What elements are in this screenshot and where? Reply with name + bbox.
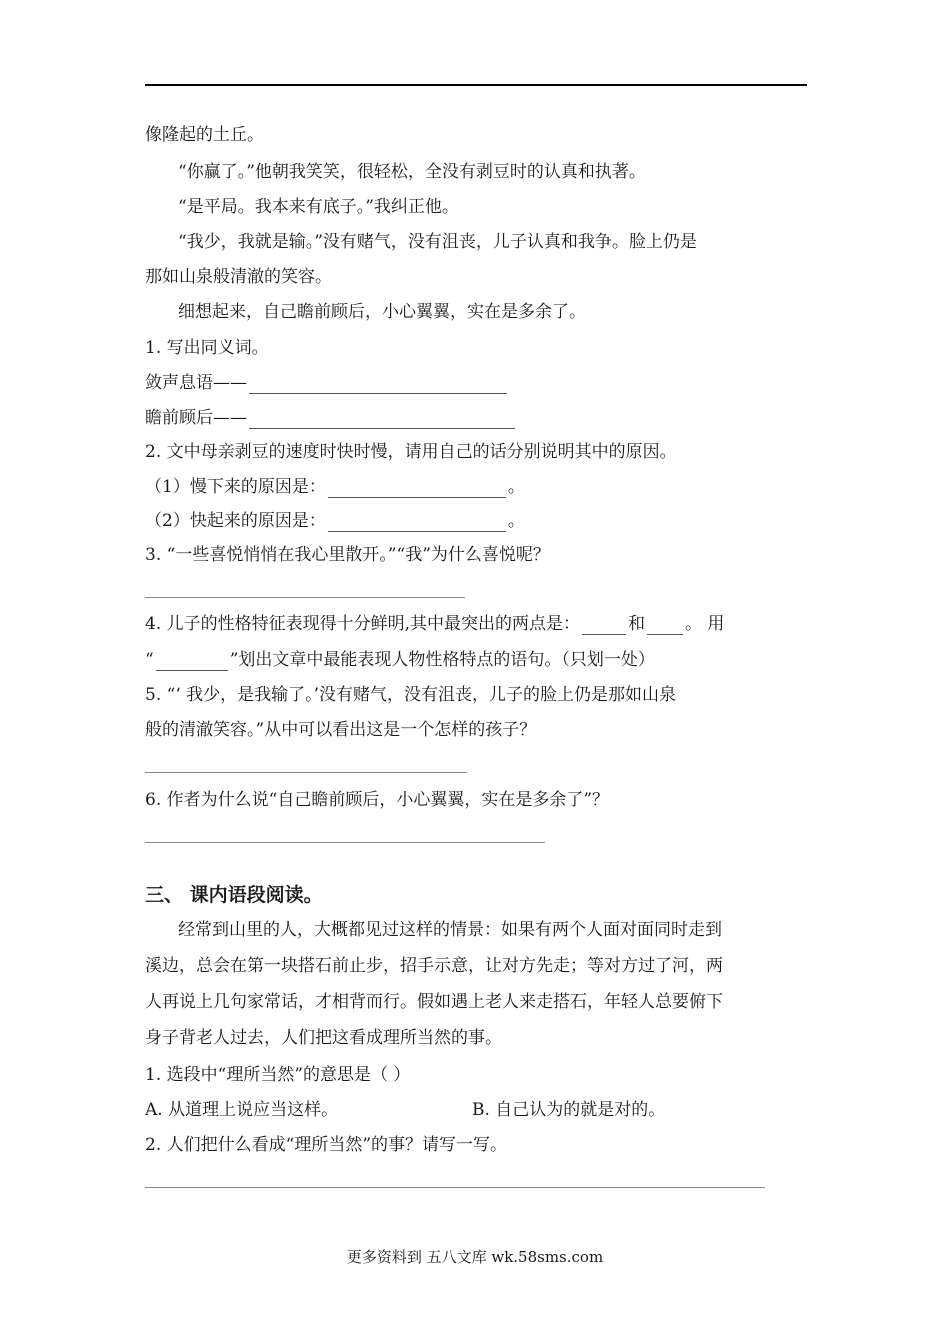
question-2b [145, 510, 525, 532]
answer-line[interactable] [145, 597, 465, 598]
question-3: 3. “一些喜悦悄悄在我心里散开。”“我”为什么喜悦呢？ [145, 545, 550, 565]
question-4b-text: ”划出文章中最能表现人物性格特点的语句。（只划一处） [229, 650, 655, 670]
passage-line: 像隆起的土丘。 [145, 125, 264, 145]
answer-blank[interactable] [647, 616, 683, 635]
section-3-paragraph-line: 身子背老人过去，人们把这看成理所当然的事。 [145, 1028, 502, 1048]
open-quote: “ [145, 650, 154, 670]
footer-text: 更多资料到 五八文库 wk.58sms.com [346, 1248, 604, 1266]
period: 。 [507, 477, 525, 497]
answer-blank[interactable] [582, 616, 626, 635]
header-rule [145, 84, 807, 86]
section-3-question-2: 2. 人们把什么看成“理所当然”的事？请写一写。 [145, 1135, 508, 1155]
question-2: 2. 文中母亲剥豆的速度时快时慢，请用自己的话分别说明其中的原因。 [145, 442, 677, 462]
question-4b [145, 649, 655, 671]
answer-line[interactable] [145, 842, 545, 843]
question-1b-label: 瞻前顾后—— [145, 408, 247, 428]
section-3-question-1: 1. 选段中“理所当然”的意思是（ ） [145, 1065, 411, 1085]
section-3-heading: 三、 课内语段阅读。 [145, 884, 323, 906]
passage-line: “你赢了。”他朝我笑笑，很轻松，全没有剥豆时的认真和执著。 [178, 162, 646, 182]
question-2a [145, 476, 525, 498]
passage-line: 细想起来，自己瞻前顾后，小心翼翼，实在是多余了。 [178, 302, 586, 322]
section-3-paragraph-line: 溪边，总会在第一块搭石前止步，招手示意，让对方先走；等对方过了河，两 [145, 956, 723, 976]
answer-line[interactable] [145, 772, 467, 773]
section-3-paragraph-line: 人再说上几句家常话，才相背而行。假如遇上老人来走搭石，年轻人总要俯下 [145, 992, 723, 1012]
question-1a [145, 372, 509, 394]
question-6: 6. 作者为什么说“自己瞻前顾后，小心翼翼，实在是多余了”？ [145, 790, 610, 810]
question-5-line1: 5. “‘ 我少，是我输了。’没有赌气，没有沮丧，儿子的脸上仍是那如山泉 [145, 685, 677, 705]
question-1a-label: 敛声息语—— [145, 373, 247, 393]
option-a[interactable]: A. 从道理上说应当这样。 [145, 1100, 339, 1120]
answer-blank[interactable] [328, 479, 506, 498]
answer-blank[interactable] [249, 410, 515, 429]
question-2b-label: （2）快起来的原因是： [145, 511, 326, 531]
passage-line: 那如山泉般清澈的笑容。 [145, 267, 332, 287]
passage-line: “是平局。我本来有底子。”我纠正他。 [178, 197, 459, 217]
section-3-paragraph-line: 经常到山里的人，大概都见过这样的情景：如果有两个人面对面同时走到 [178, 920, 722, 940]
period: 。 [507, 511, 525, 531]
question-4-text: 4. 儿子的性格特征表现得十分鲜明,其中最突出的两点是： [145, 614, 581, 634]
question-4 [145, 613, 724, 635]
answer-line[interactable] [145, 1187, 765, 1188]
answer-blank[interactable] [249, 375, 507, 394]
question-4-and: 和 [628, 614, 646, 634]
question-2a-label: （1）慢下来的原因是： [145, 477, 326, 497]
question-1: 1. 写出同义词。 [145, 338, 269, 358]
question-4-end: 。 用 [685, 614, 725, 634]
passage-line: “我少，我就是输。”没有赌气，没有沮丧，儿子认真和我争。脸上仍是 [178, 232, 697, 252]
answer-blank[interactable] [328, 513, 506, 532]
question-1b [145, 407, 517, 429]
question-5-line2: 般的清澈笑容。”从中可以看出这是一个怎样的孩子？ [145, 720, 537, 740]
option-b[interactable]: B. 自己认为的就是对的。 [472, 1100, 666, 1120]
underline-sample [156, 652, 228, 671]
